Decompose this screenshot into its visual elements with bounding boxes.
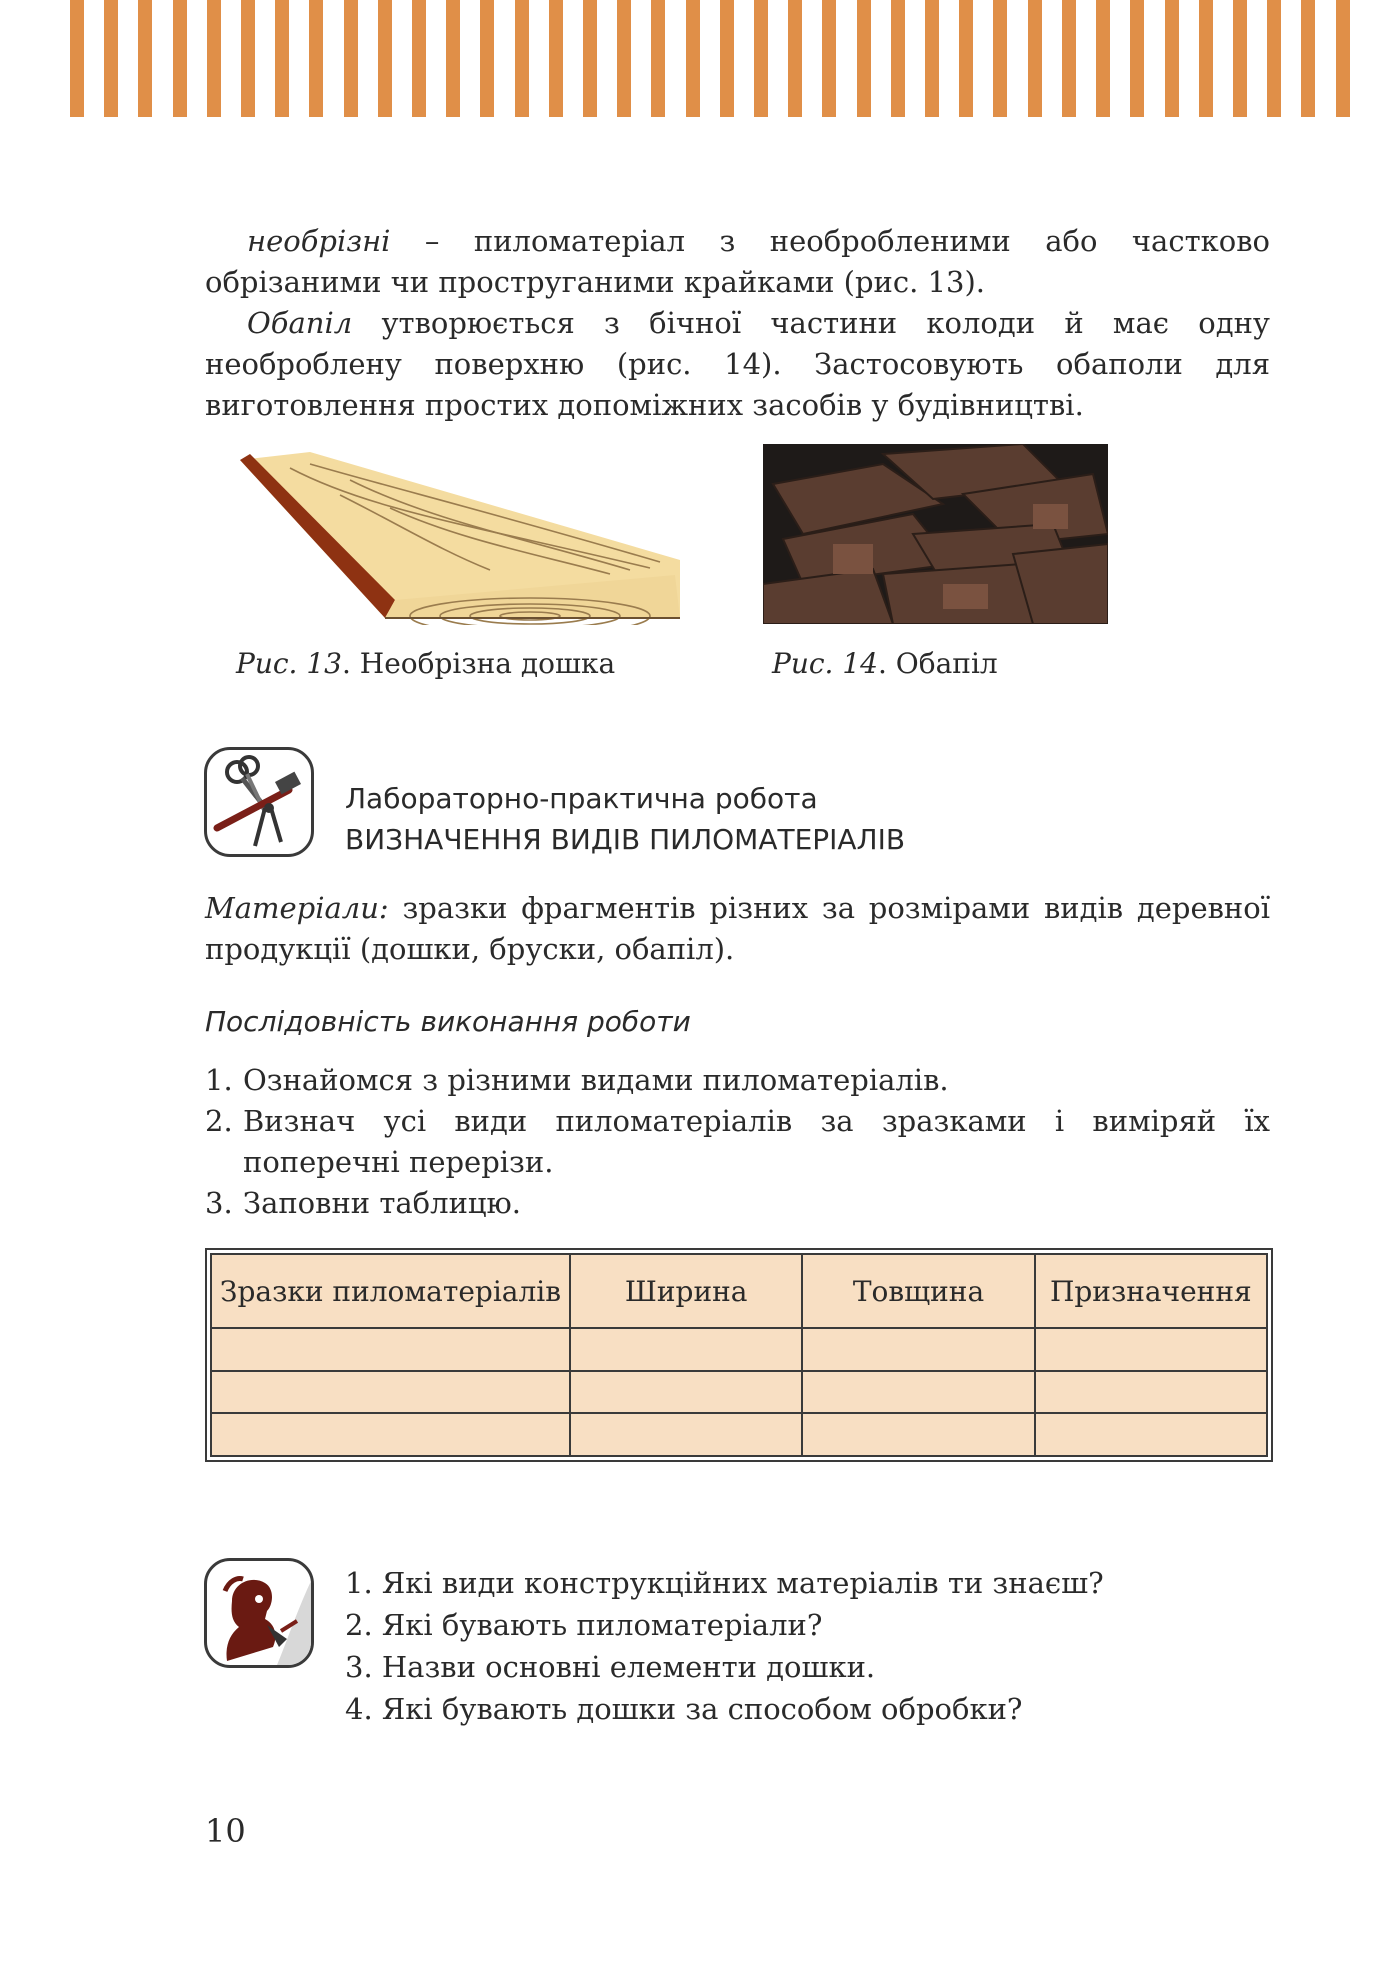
- header-stripe: [480, 0, 494, 117]
- table-cell[interactable]: [802, 1328, 1034, 1371]
- step-text: Заповни таблицю.: [243, 1186, 522, 1220]
- step-item: [205, 1101, 1270, 1183]
- header-stripe: [344, 0, 358, 117]
- table-header-thickness: Товщина: [802, 1254, 1034, 1328]
- header-stripe: [1028, 0, 1042, 117]
- header-stripe: [754, 0, 768, 117]
- table-cell[interactable]: [802, 1371, 1034, 1414]
- header-stripe: [1301, 0, 1315, 117]
- header-stripe: [515, 0, 529, 117]
- header-stripe: [241, 0, 255, 117]
- step-text: Ознайомся з різними видами пиломатеріалів.: [243, 1063, 949, 1097]
- header-stripe: [412, 0, 426, 117]
- table-row: [211, 1328, 1267, 1371]
- materials-paragraph: [205, 888, 1270, 970]
- materials-text: зразки фрагментів різних за розмірами видів деревної продукції (дошки, бруски, обапіл).: [205, 891, 1270, 966]
- figure-14-text: . Обапіл: [877, 647, 998, 680]
- lab-title: ВИЗНАЧЕННЯ ВИДІВ ПИЛОМАТЕРІАЛІВ: [345, 823, 906, 856]
- table-cell[interactable]: [1035, 1328, 1267, 1371]
- lumber-table: [205, 1248, 1273, 1462]
- slab-pile-image: [763, 444, 1108, 624]
- header-stripe: [378, 0, 392, 117]
- term-slab: Обапіл: [247, 306, 353, 340]
- table-cell[interactable]: [211, 1413, 570, 1456]
- figure-14-caption: [772, 647, 998, 680]
- header-stripe: [788, 0, 802, 117]
- paragraph-slab: [205, 303, 1270, 426]
- review-questions: [345, 1562, 1104, 1730]
- step-text: Визнач усі види пиломатеріалів за зразками і виміряй їх поперечні перерізи.: [243, 1104, 1270, 1179]
- table-cell[interactable]: [802, 1413, 1034, 1456]
- header-stripe: [686, 0, 700, 117]
- step-number: 2.: [205, 1104, 233, 1138]
- header-stripe: [1233, 0, 1247, 117]
- question-item: 3. Назви основні елементи дошки.: [345, 1650, 876, 1684]
- header-stripe: [1336, 0, 1350, 117]
- figure-13-caption: [236, 647, 615, 680]
- header-stripe: [925, 0, 939, 117]
- question-item: 4. Які бувають дошки за способом обробки?: [345, 1692, 1023, 1726]
- step-number: 3.: [205, 1186, 233, 1220]
- figure-14-label: Рис. 14: [772, 647, 878, 680]
- lab-work-icon: [204, 747, 314, 857]
- header-stripe: [104, 0, 118, 117]
- header-stripe: [549, 0, 563, 117]
- header-stripe: [822, 0, 836, 117]
- lab-kind: Лабораторно-практична робота: [345, 782, 818, 815]
- header-stripe: [446, 0, 460, 117]
- table-cell[interactable]: [211, 1328, 570, 1371]
- table-header-samples: Зразки пиломатеріалів: [211, 1254, 570, 1328]
- questions-icon: [204, 1558, 314, 1668]
- table-cell[interactable]: [1035, 1413, 1267, 1456]
- header-stripe: [651, 0, 665, 117]
- header-stripes: [70, 0, 1350, 117]
- lab-heading: [345, 778, 905, 860]
- header-stripe: [583, 0, 597, 117]
- steps-list: [205, 1060, 1270, 1224]
- header-stripe: [173, 0, 187, 117]
- header-stripe: [275, 0, 289, 117]
- table-row: [211, 1413, 1267, 1456]
- figure-13-text: . Необрізна дошка: [341, 647, 616, 680]
- step-item: [205, 1060, 1270, 1101]
- header-stripe: [70, 0, 84, 117]
- header-stripe: [1096, 0, 1110, 117]
- header-stripe: [993, 0, 1007, 117]
- header-stripe: [1130, 0, 1144, 117]
- header-stripe: [207, 0, 221, 117]
- header-stripe: [1267, 0, 1281, 117]
- table-cell[interactable]: [1035, 1371, 1267, 1414]
- table-row: [211, 1371, 1267, 1414]
- header-stripe: [857, 0, 871, 117]
- table-cell[interactable]: [570, 1371, 802, 1414]
- table-cell[interactable]: [211, 1371, 570, 1414]
- header-stripe: [1165, 0, 1179, 117]
- figure-13-label: Рис. 13: [236, 647, 342, 680]
- unedged-board-image: [230, 450, 680, 625]
- table-header-row: [211, 1254, 1267, 1328]
- paragraph-unedged-text: – пиломатеріал з необробленими або частково обрізаними чи проструганими крайками (рис. 13).: [205, 224, 1270, 299]
- header-stripe: [617, 0, 631, 117]
- page-number: 10: [205, 1812, 246, 1850]
- header-stripe: [959, 0, 973, 117]
- question-item: 2. Які бувають пиломатеріали?: [345, 1608, 823, 1642]
- header-stripe: [138, 0, 152, 117]
- paragraph-unedged: [205, 221, 1270, 303]
- header-stripe: [1062, 0, 1076, 117]
- table-header-width: Ширина: [570, 1254, 802, 1328]
- header-stripe: [309, 0, 323, 117]
- materials-lead: Матеріали:: [205, 891, 389, 925]
- paragraph-slab-text: утворюється з бічної частини колоди й має одну необроблену поверхню (рис. 14). Застосовують обаполи для виготовлення простих допоміжних засобів у будівництві.: [205, 306, 1270, 422]
- table-cell[interactable]: [570, 1413, 802, 1456]
- step-item: [205, 1183, 1270, 1224]
- table-header-purpose: Призначення: [1035, 1254, 1267, 1328]
- step-number: 1.: [205, 1063, 233, 1097]
- sequence-title: Послідовність виконання роботи: [205, 1005, 691, 1038]
- table-cell[interactable]: [570, 1328, 802, 1371]
- header-stripe: [720, 0, 734, 117]
- question-item: 1. Які види конструкційних матеріалів ти знаєш?: [345, 1566, 1104, 1600]
- term-unedged: необрізні: [247, 224, 391, 258]
- header-stripe: [1199, 0, 1213, 117]
- header-stripe: [891, 0, 905, 117]
